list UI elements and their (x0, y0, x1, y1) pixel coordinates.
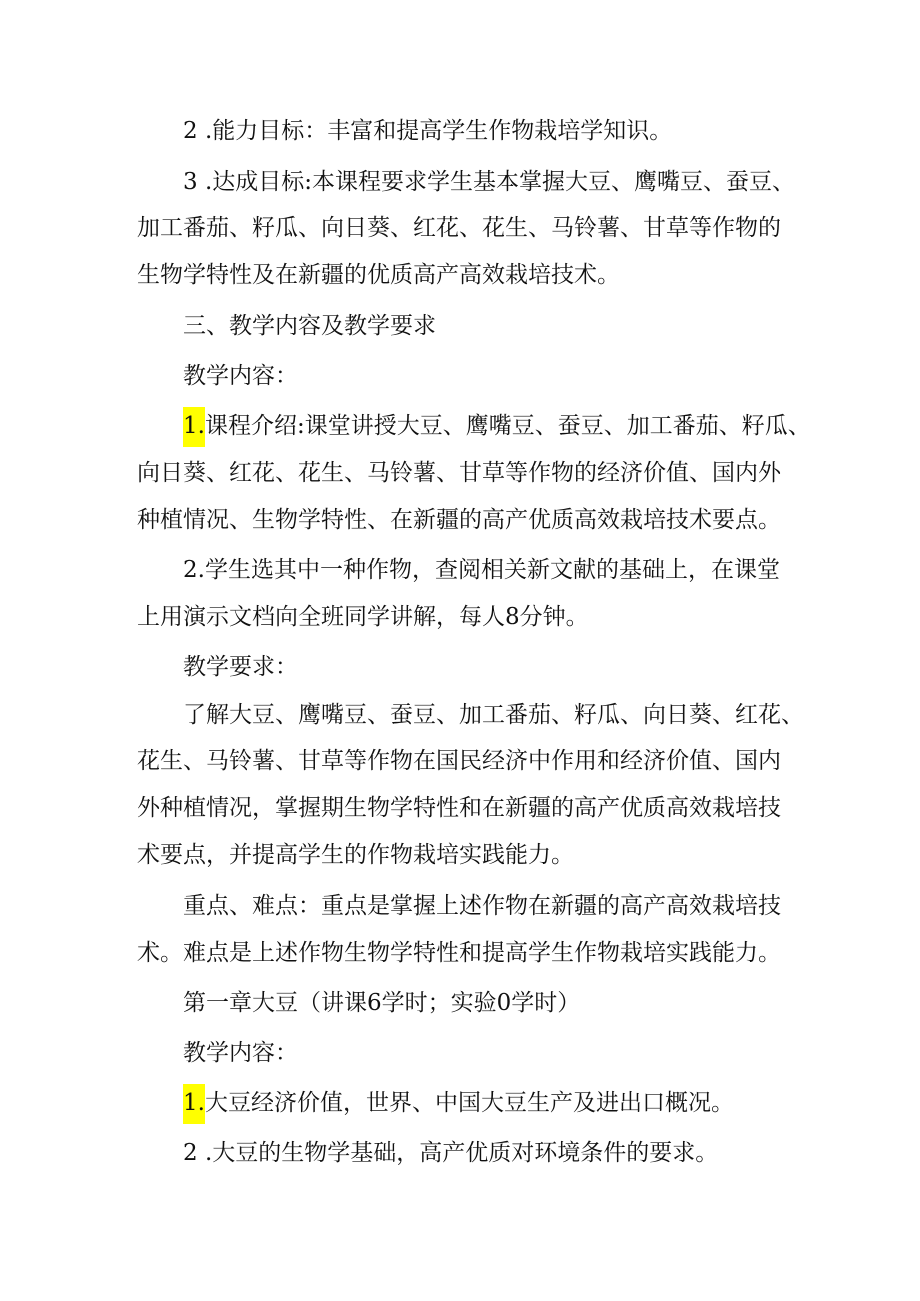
subheading: 教学内容： (183, 1040, 298, 1066)
list-item: 2 .大豆的生物学基础，高产优质对环境条件的要求。 (183, 1140, 719, 1166)
paragraph-line: 重点、难点：重点是掌握上述作物在新疆的高产高效栽培技 (183, 893, 781, 919)
highlighted-list-marker: 1. (183, 407, 205, 447)
subheading: 教学内容： (183, 363, 298, 389)
paragraph-line: 了解大豆、鹰嘴豆、蚕豆、加工番茄、籽瓜、向日葵、红花、 (183, 702, 804, 728)
chapter-heading: 第一章大豆（讲课6学时；实验0学时） (183, 990, 581, 1016)
paragraph-line: 向日葵、红花、花生、马铃薯、甘草等作物的经济价值、国内外 (137, 460, 781, 486)
paragraph-line: 生物学特性及在新疆的优质高产高效栽培技术。 (137, 262, 620, 288)
paragraph-line: 种植情况、生物学特性、在新疆的高产优质高效栽培技术要点。 (137, 507, 781, 533)
paragraph-line: 术。难点是上述作物生物学特性和提高学生作物栽培实践能力。 (137, 940, 781, 966)
paragraph-line: 加工番茄、籽瓜、向日葵、红花、花生、马铃薯、甘草等作物的 (137, 215, 781, 241)
paragraph-line: 2 .能力目标：丰富和提高学生作物栽培学知识。 (183, 118, 673, 144)
paragraph-line: 外种植情况，掌握期生物学特性和在新疆的高产优质高效栽培技 (137, 795, 781, 821)
section-heading: 三、教学内容及教学要求 (183, 313, 436, 339)
list-item: 2.学生选其中一种作物，查阅相关新文献的基础上，在课堂 (183, 557, 780, 583)
list-item-text: 课程介绍:课堂讲授大豆、鹰嘴豆、蚕豆、加工番茄、籽瓜、 (204, 413, 811, 439)
list-item (183, 411, 863, 441)
paragraph-line: 上用演示文档向全班同学讲解，每人8分钟。 (137, 604, 589, 630)
paragraph-line: 术要点，并提高学生的作物栽培实践能力。 (137, 842, 574, 868)
subheading: 教学要求： (183, 654, 298, 680)
paragraph-line: 花生、马铃薯、甘草等作物在国民经济中作用和经济价值、国内 (137, 748, 781, 774)
list-item-text: 大豆经济价值，世界、中国大豆生产及进出口概况。 (204, 1090, 734, 1116)
paragraph-line: 3 .达成目标:本课程要求学生基本掌握大豆、鹰嘴豆、蚕豆、 (183, 169, 796, 195)
highlighted-list-marker: 1. (183, 1084, 205, 1124)
list-item (183, 1088, 863, 1118)
